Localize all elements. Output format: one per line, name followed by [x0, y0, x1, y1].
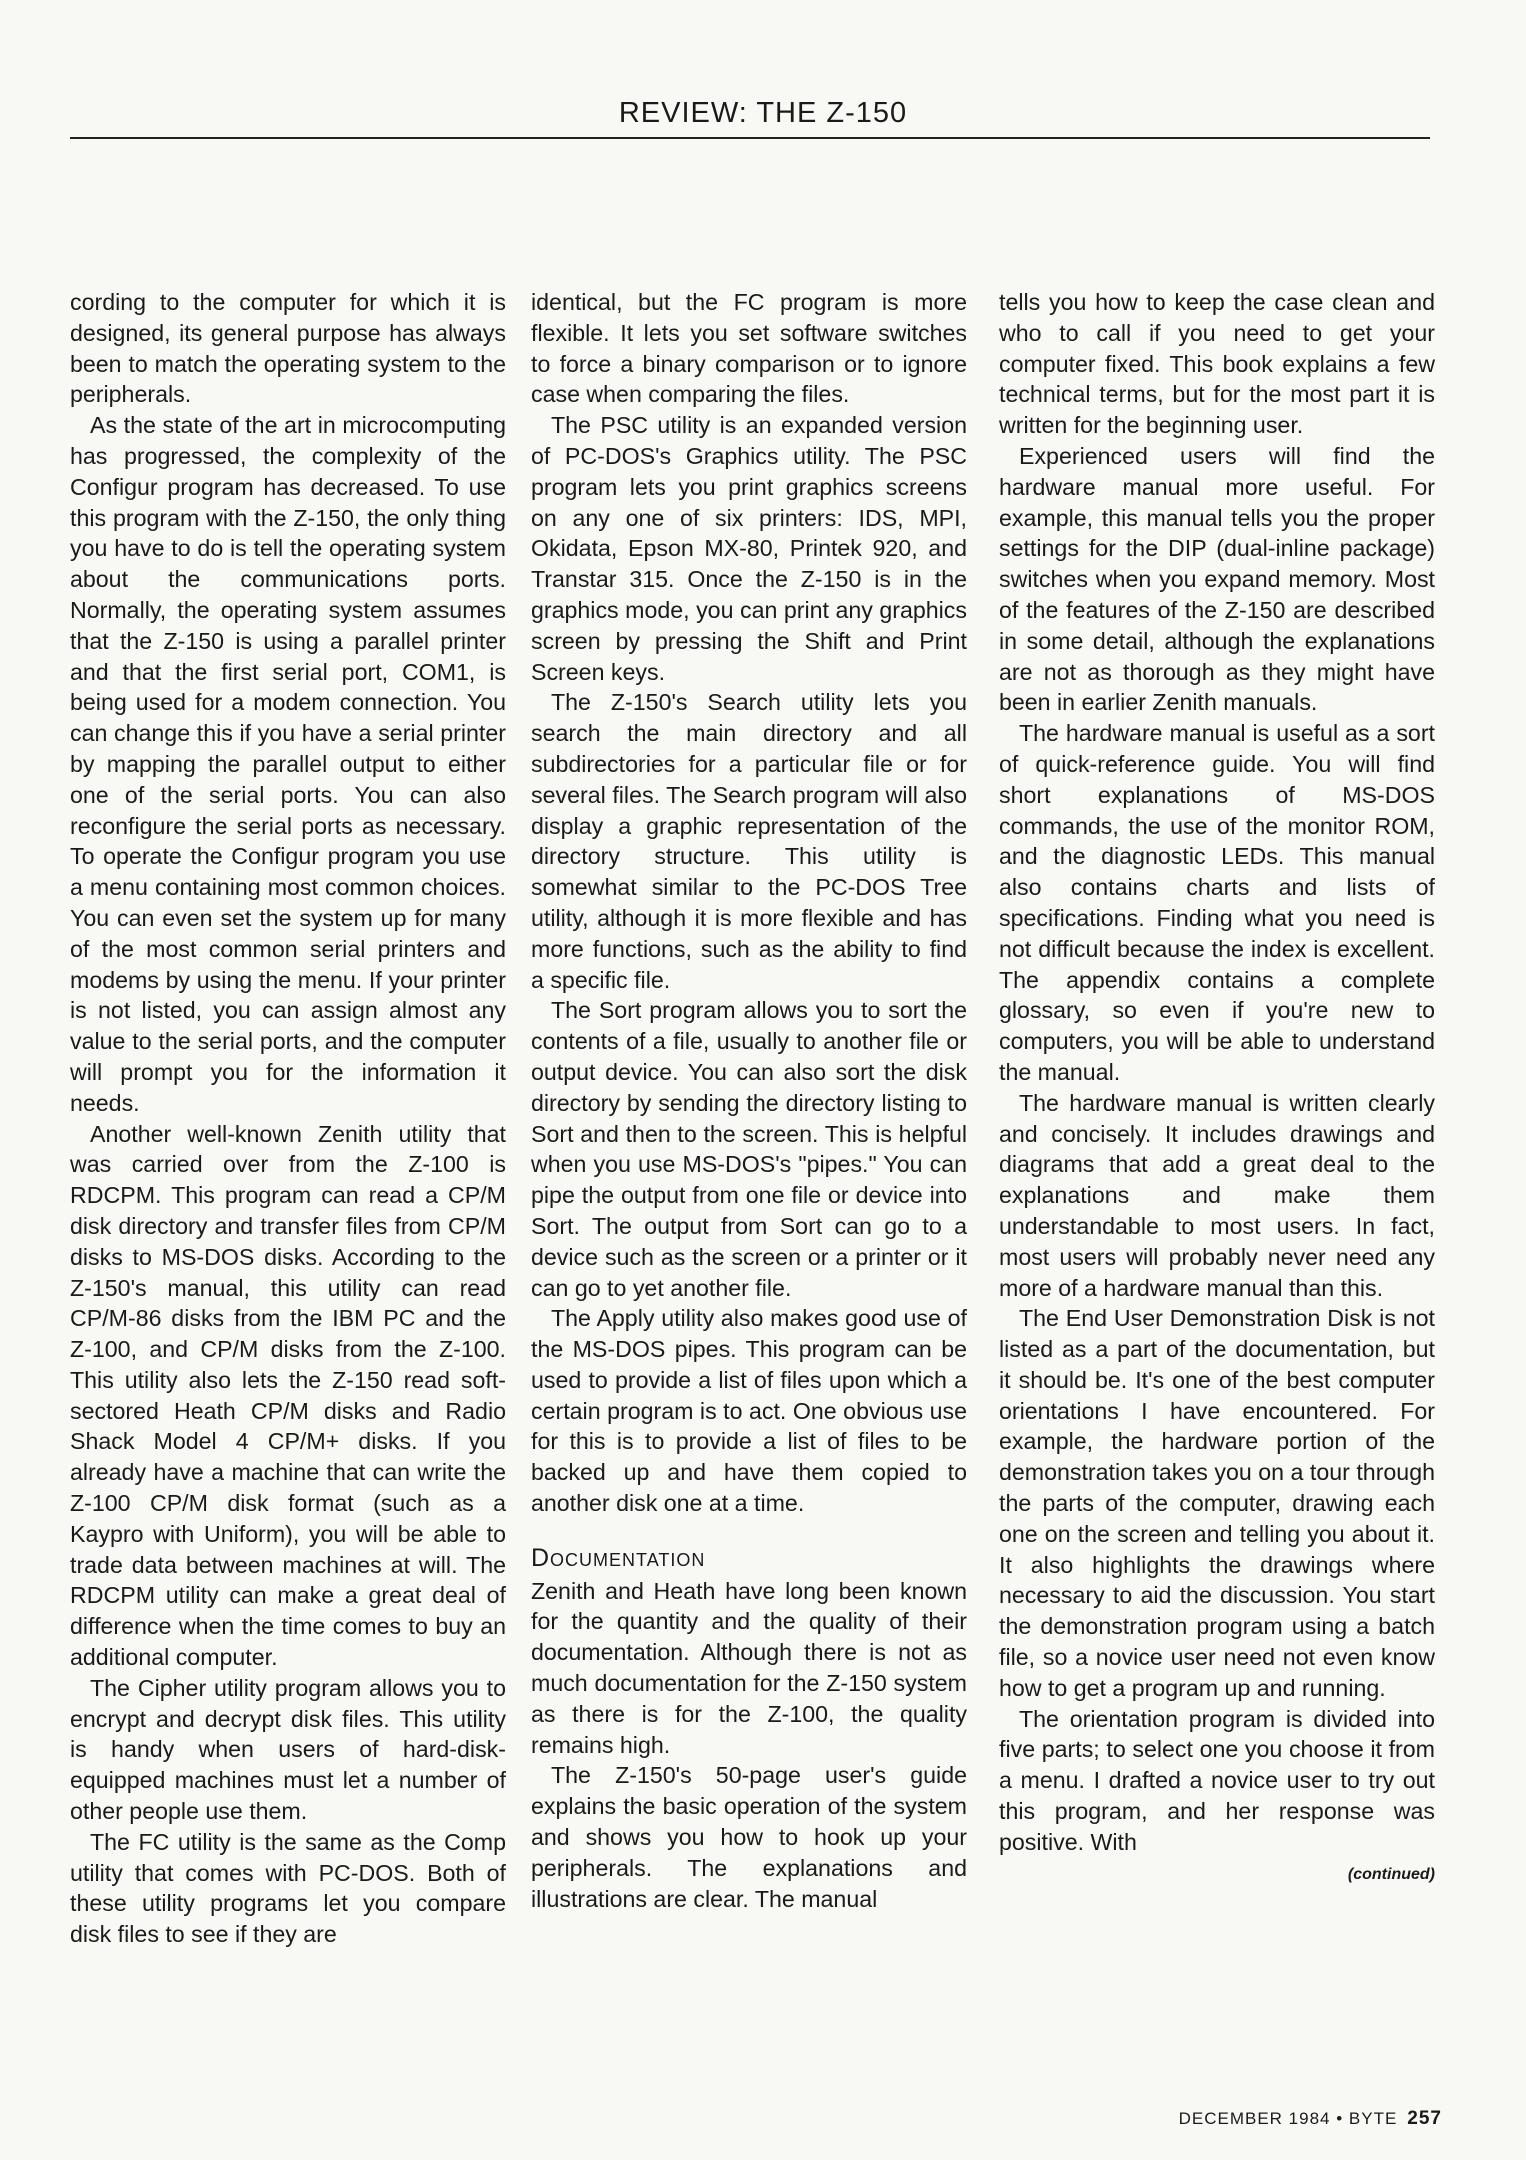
paragraph: The End User Demonstration Disk is not listed as a part of the documentation, but it should be. It's one of the best computer orientations I have encountered. For example, the hardware portion of the demonstration takes you on a tour through the parts of the computer, drawing each one on the screen and telling you about it. It also highlights the drawings where necessary to aid the discussion. You start the demonstration program using a batch file, so a novice user need not even know how to get a program up and running. [999, 1305, 1435, 1701]
paragraph: cording to the computer for which it is designed, its general purpose has always been to match the operating system to the peripherals. [70, 289, 506, 408]
paragraph: The Z-150's 50-page user's guide explains the basic operation of the system and shows you how to hook up your peripherals. The explanations and illustrations are clear. The manual [531, 1762, 967, 1912]
paragraph: The Apply utility also makes good use of the MS-DOS pipes. This program can be used to provide a list of files upon which a certain program is to act. One obvious use for this is to provide a list of files to be backed up and have them copied to another disk one at a time. [531, 1305, 967, 1517]
paragraph: The Sort program allows you to sort the contents of a file, usually to another file or output device. You can also sort the disk directory by sending the directory listing to Sort and then to the screen. This is helpful when you use MS-DOS's "pipes." You can pipe the output from one file or device into Sort. The output from Sort can go to a device such as the screen or a printer or it can go to yet another file. [531, 997, 967, 1301]
paragraph: tells you how to keep the case clean and who to call if you need to get your computer fixed. This book explains a few technical terms, but for the most part it is written for the beginning user. [999, 289, 1435, 439]
column-1 [70, 287, 506, 1950]
paragraph: The Cipher utility program allows you to encrypt and decrypt disk files. This utility is handy when users of hard-disk-equipped machines must let a number of other people use them. [70, 1674, 506, 1825]
paragraph: The hardware manual is useful as a sort of quick-reference guide. You will find short explanations of MS-DOS commands, the use of the monitor ROM, and the diagnostic LEDs. This manual also contains charts and lists of specifications. Finding what you need is not difficult because the index is excellent. The appendix contains a complete glossary, so even if you're new to computers, you will be able to understand the manual. [999, 720, 1435, 1085]
paragraph: Experienced users will find the hardware manual more useful. For example, this manual tells you the proper settings for the DIP (dual-inline package) switches when you expand memory. Most of the features of the Z-150 are described in some detail, although the explanations are not as thorough as they might have been in earlier Zenith manuals. [999, 442, 1435, 716]
column-2 [531, 287, 967, 1914]
paragraph: Zenith and Heath have long been known for the quantity and the quality of their documentation. Although there is not as much documentation for the Z-150 system as there is for the Z-100, the quality remains high. [531, 1577, 967, 1758]
paragraph: Another well-known Zenith utility that was carried over from the Z-100 is RDCPM. This program can read a CP/M disk directory and transfer files from CP/M disks to MS-DOS disks. According to the Z-150's manual, this utility can read CP/M-86 disks from the IBM PC and the Z-100, and CP/M disks from the Z-100. This utility also lets the Z-150 read soft-sectored Heath CP/M disks and Radio Shack Model 4 CP/M+ disks. If you already have a machine that can write the Z-100 CP/M disk format (such as a Kaypro with Uniform), you will be able to trade data between machines at will. The RDCPM utility can make a great deal of difference when the time comes to buy an additional computer. [70, 1120, 506, 1671]
page-footer [1179, 2108, 1442, 2130]
paragraph: The Z-150's Search utility lets you search the main directory and all subdirectories for a particular file or for several files. The Search program will also display a graphic representation of the directory structure. This utility is somewhat similar to the PC-DOS Tree utility, although it is more flexible and has more functions, such as the ability to find a specific file. [531, 689, 967, 993]
header-rule [70, 137, 1430, 139]
paragraph: As the state of the art in microcomputing has progressed, the complexity of the Configur program has decreased. To use this program with the Z-150, the only thing you have to do is tell the operating system about the communications ports. Normally, the operating system assumes that the Z-150 is using a parallel printer and that the first serial port, COM1, is being used for a modem connection. You can change this if you have a serial printer by mapping the parallel output to either one of the serial ports. You can also reconfigure the serial ports as necessary. To operate the Configur program you use a menu containing most common choices. You can even set the system up for many of the most common serial printers and modems by using the menu. If your printer is not listed, you can assign almost any value to the serial ports, and the computer will prompt you for the information it needs. [70, 412, 506, 1116]
continued-note: (continued) [1347, 1865, 1435, 1883]
running-header: REVIEW: THE Z-150 [618, 97, 908, 129]
paragraph: The FC utility is the same as the Comp utility that comes with PC-DOS. Both of these utility programs let you compare disk files to see if they are [70, 1828, 506, 1948]
paragraph: The PSC utility is an expanded version of PC-DOS's Graphics utility. The PSC program lets you print graphics screens on any one of six printers: IDS, MPI, Okidata, Epson MX-80, Printek 920, and Transtar 315. Once the Z-150 is in the graphics mode, you can print any graphics screen by pressing the Shift and Print Screen keys. [531, 412, 967, 685]
page-number: 257 [1407, 2108, 1442, 2129]
paragraph: identical, but the FC program is more flexible. It lets you set software switches to force a binary comparison or to ignore case when comparing the files. [531, 289, 967, 408]
paragraph: The hardware manual is written clearly and concisely. It includes drawings and diagrams that add a great deal to the explanations and make them understandable to most users. In fact, most users will probably never need any more of a hardware manual than this. [999, 1089, 1435, 1301]
paragraph: The orientation program is divided into five parts; to select one you choose it from a menu. I drafted a novice user to try out this program, and her response was positive. With [999, 1705, 1435, 1855]
column-3 [999, 287, 1435, 1890]
section-heading: Documentation [531, 1543, 706, 1572]
issue-line: DECEMBER 1984 • BYTE [1178, 2109, 1398, 2128]
